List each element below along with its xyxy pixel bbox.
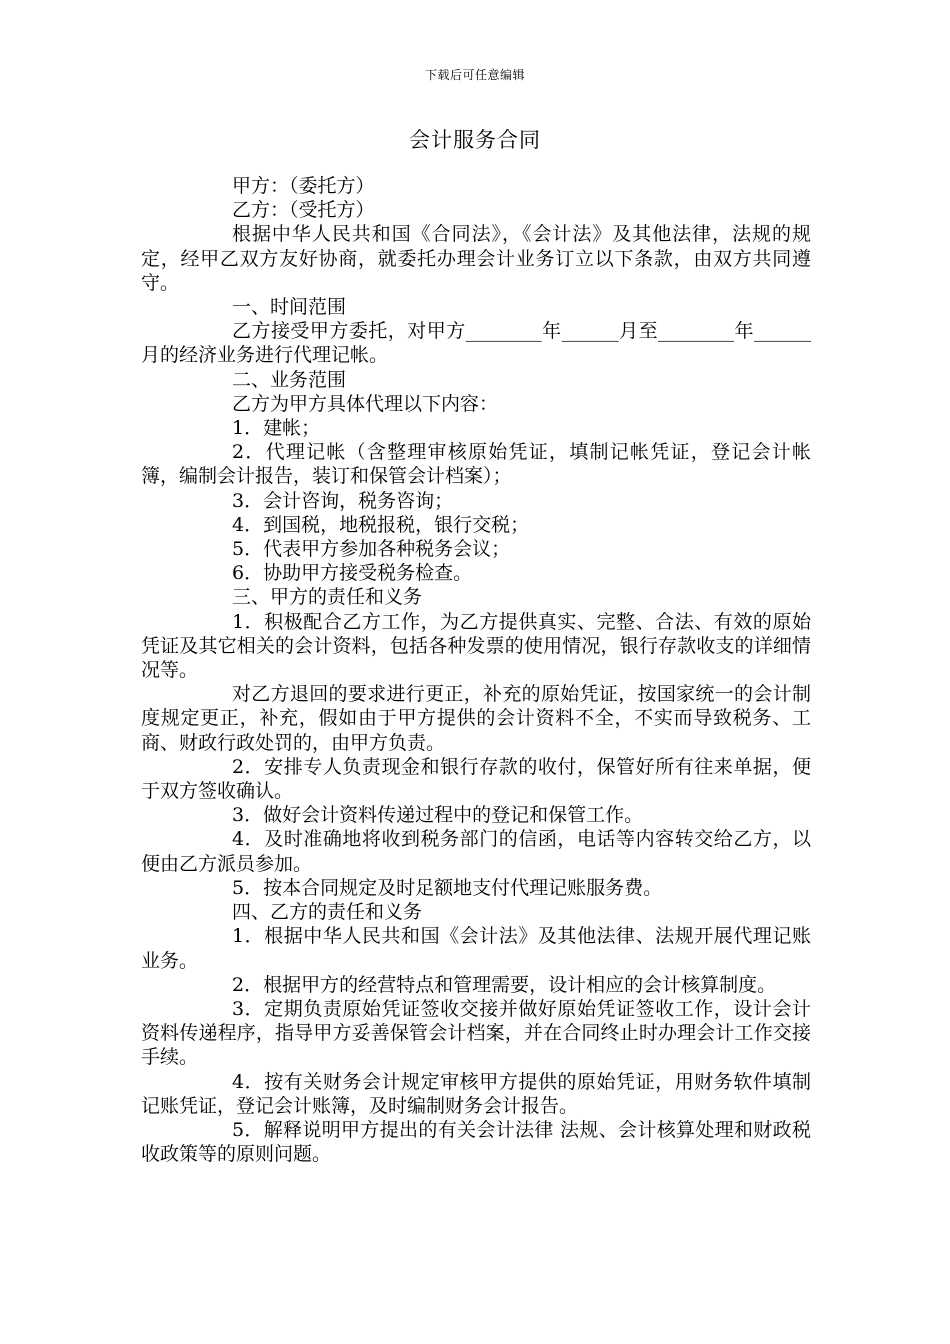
scope-item: 4．到国税，地税报税，银行交税； [232,513,530,536]
party-a-duty-item: 5．按本合同规定及时足额地支付代理记账服务费。 [232,876,663,899]
scope-item: 2．代理记帐（含整理审核原始凭证，填制记帐凭证，登记会计帐簿，编制会计报告，装订和保管会计档案）； [141,441,811,488]
section-heading-party-b-duties: 四、乙方的责任和义务 [232,901,423,924]
party-b-duty-item: 1．根据中华人民共和国《会计法》及其他法律、法规开展代理记账业务。 [141,925,811,972]
scope-item: 5．代表甲方参加各种税务会议； [232,538,511,561]
party-a-duty-item: 对乙方退回的要求进行更正，补充的原始凭证，按国家统一的会计制度规定更正，补充，假如由于甲方提供的会计资料不全，不实而导致税务、工商、财政行政处罚的，由甲方负责。 [141,683,811,754]
time-range-paragraph: 乙方接受甲方委托，对甲方________年______月至________年______月的经济业务进行代理记帐。 [141,320,811,367]
scope-item: 1．建帐； [232,417,321,440]
party-a-duty-item: 1．积极配合乙方工作，为乙方提供真实、完整、合法、有效的原始凭证及其它相关的会计资料，包括各种发票的使用情况，银行存款收支的详细情况等。 [141,610,811,682]
business-scope-intro: 乙方为甲方具体代理以下内容： [232,392,499,415]
contract-body [141,174,811,1166]
header-note: 下载后可任意编辑 [424,68,525,82]
section-heading-party-a-duties: 三、甲方的责任和义务 [232,586,423,609]
party-b-duty-item: 3．定期负责原始凭证签收交接并做好原始凭证签收工作，设计会计资料传递程序，指导甲方妥善保管会计档案，并在合同终止时办理会计工作交接手续。 [141,997,811,1069]
party-a-duty-item: 4．及时准确地将收到税务部门的信函，电话等内容转交给乙方，以便由乙方派员参加。 [141,828,811,875]
preamble-paragraph: 根据中华人民共和国《合同法》，《会计法》及其他法律，法规的规定，经甲乙双方友好协商，就委托办理会计业务订立以下条款，由双方共同遵守。 [141,223,811,294]
party-b-line: 乙方：（受托方） [232,199,375,222]
party-b-duty-item: 2．根据甲方的经营特点和管理需要，设计相应的会计核算制度。 [232,973,777,996]
scope-item: 3．会计咨询，税务咨询； [232,489,454,512]
party-a-line: 甲方：（委托方） [232,175,375,197]
document-title: 会计服务合同 [409,128,541,152]
party-b-duty-item: 4．按有关财务会计规定审核甲方提供的原始凭证，用财务软件填制记账凭证，登记会计账簿，及时编制财务会计报告。 [141,1070,811,1117]
party-b-duty-item: 5．解释说明甲方提出的有关会计法律 法规、会计核算处理和财政税收政策等的原则问题。 [141,1118,811,1166]
scope-item: 6．协助甲方接受税务检查。 [232,562,473,585]
party-a-duty-item: 2．安排专人负责现金和银行存款的收付，保管好所有往来单据，便于双方签收确认。 [141,755,811,803]
party-a-duty-item: 3．做好会计资料传递过程中的登记和保管工作。 [232,804,644,827]
section-heading-time-range: 一、时间范围 [232,296,347,319]
section-heading-business-scope: 二、业务范围 [232,368,347,391]
